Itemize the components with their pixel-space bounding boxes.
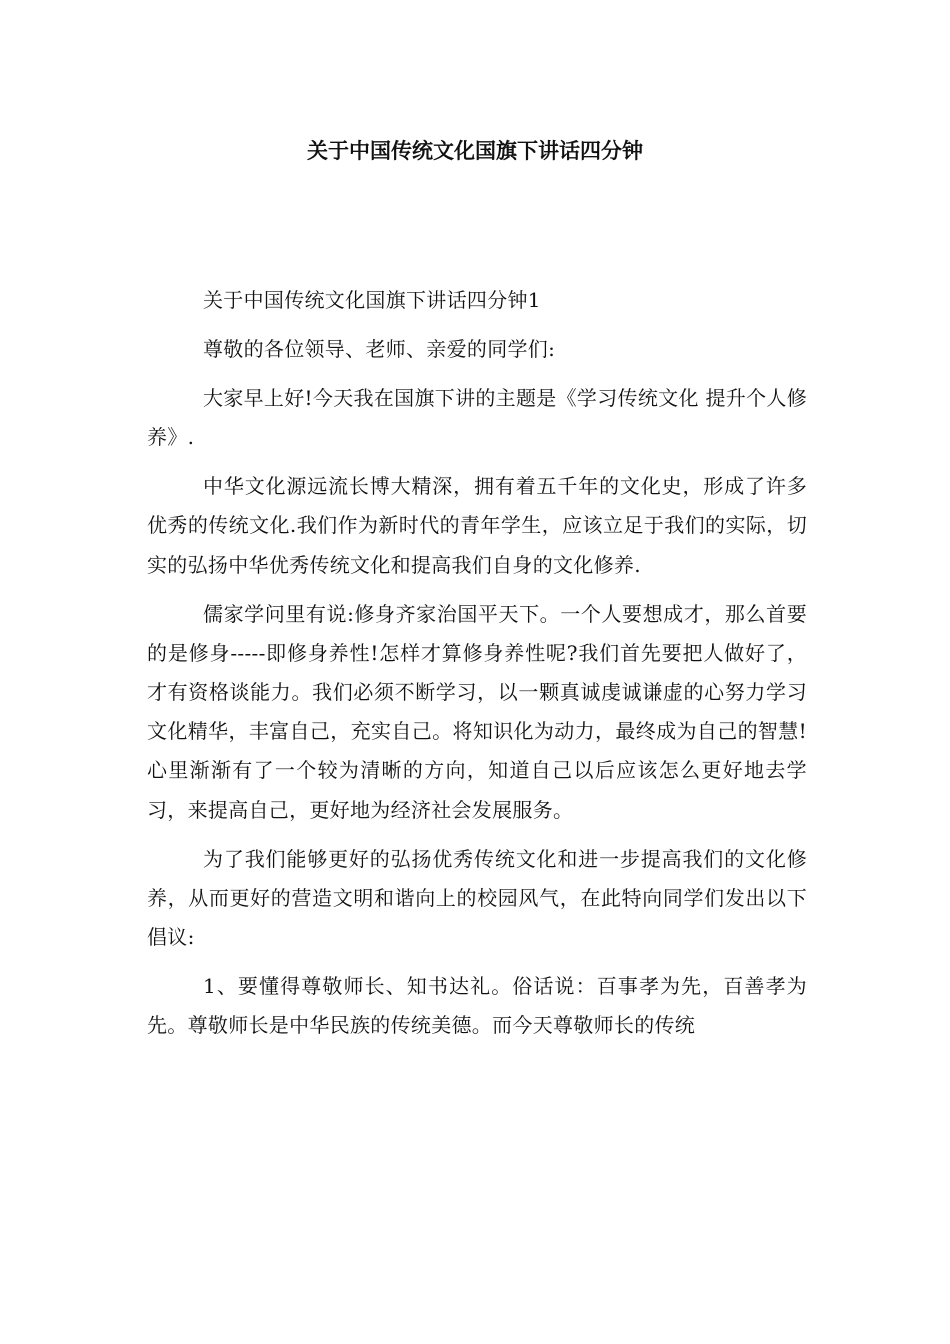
paragraph-subtitle: 关于中国传统文化国旗下讲话四分钟1 <box>203 288 541 312</box>
document-title: 关于中国传统文化国旗下讲话四分钟 <box>307 139 643 163</box>
paragraph-proposal-1: 1、要懂得尊敬师长、知书达礼。俗话说：百事孝为先，百善孝为先。尊敬师长是中华民族的传统美德。而今天尊敬师长的传统 <box>147 974 807 1038</box>
document-body <box>147 281 807 1055</box>
paragraph-salutation: 尊敬的各位领导、老师、亲爱的同学们: <box>203 337 556 361</box>
paragraph-culture-history: 中华文化源远流长博大精深，拥有着五千年的文化史，形成了许多优秀的传统文化.我们作为新时代的青年学生，应该立足于我们的实际，切实的弘扬中华优秀传统文化和提高我们自身的文化修养. <box>147 474 807 577</box>
paragraph-greeting: 大家早上好!今天我在国旗下讲的主题是《学习传统文化 提升个人修养》. <box>147 386 807 450</box>
paragraph-self-cultivation: 儒家学问里有说:修身齐家治国平天下。一个人要想成才，那么首要的是修身-----即修身养性!怎样才算修身养性呢?我们首先要把人做好了，才有资格谈能力。我们必须不断学习，以一颗真诚虔诚谦虚的心努力学习文化精华，丰富自己，充实自己。将知识化为动力，最终成为自己的智慧!心里渐渐有了一个较为清晰的方向，知道自己以后应该怎么更好地去学习，来提高自己，更好地为经济社会发展服务。 <box>147 601 807 822</box>
paragraph-proposal-intro: 为了我们能够更好的弘扬优秀传统文化和进一步提高我们的文化修养，从而更好的营造文明和谐向上的校园风气，在此特向同学们发出以下倡议: <box>147 846 807 950</box>
